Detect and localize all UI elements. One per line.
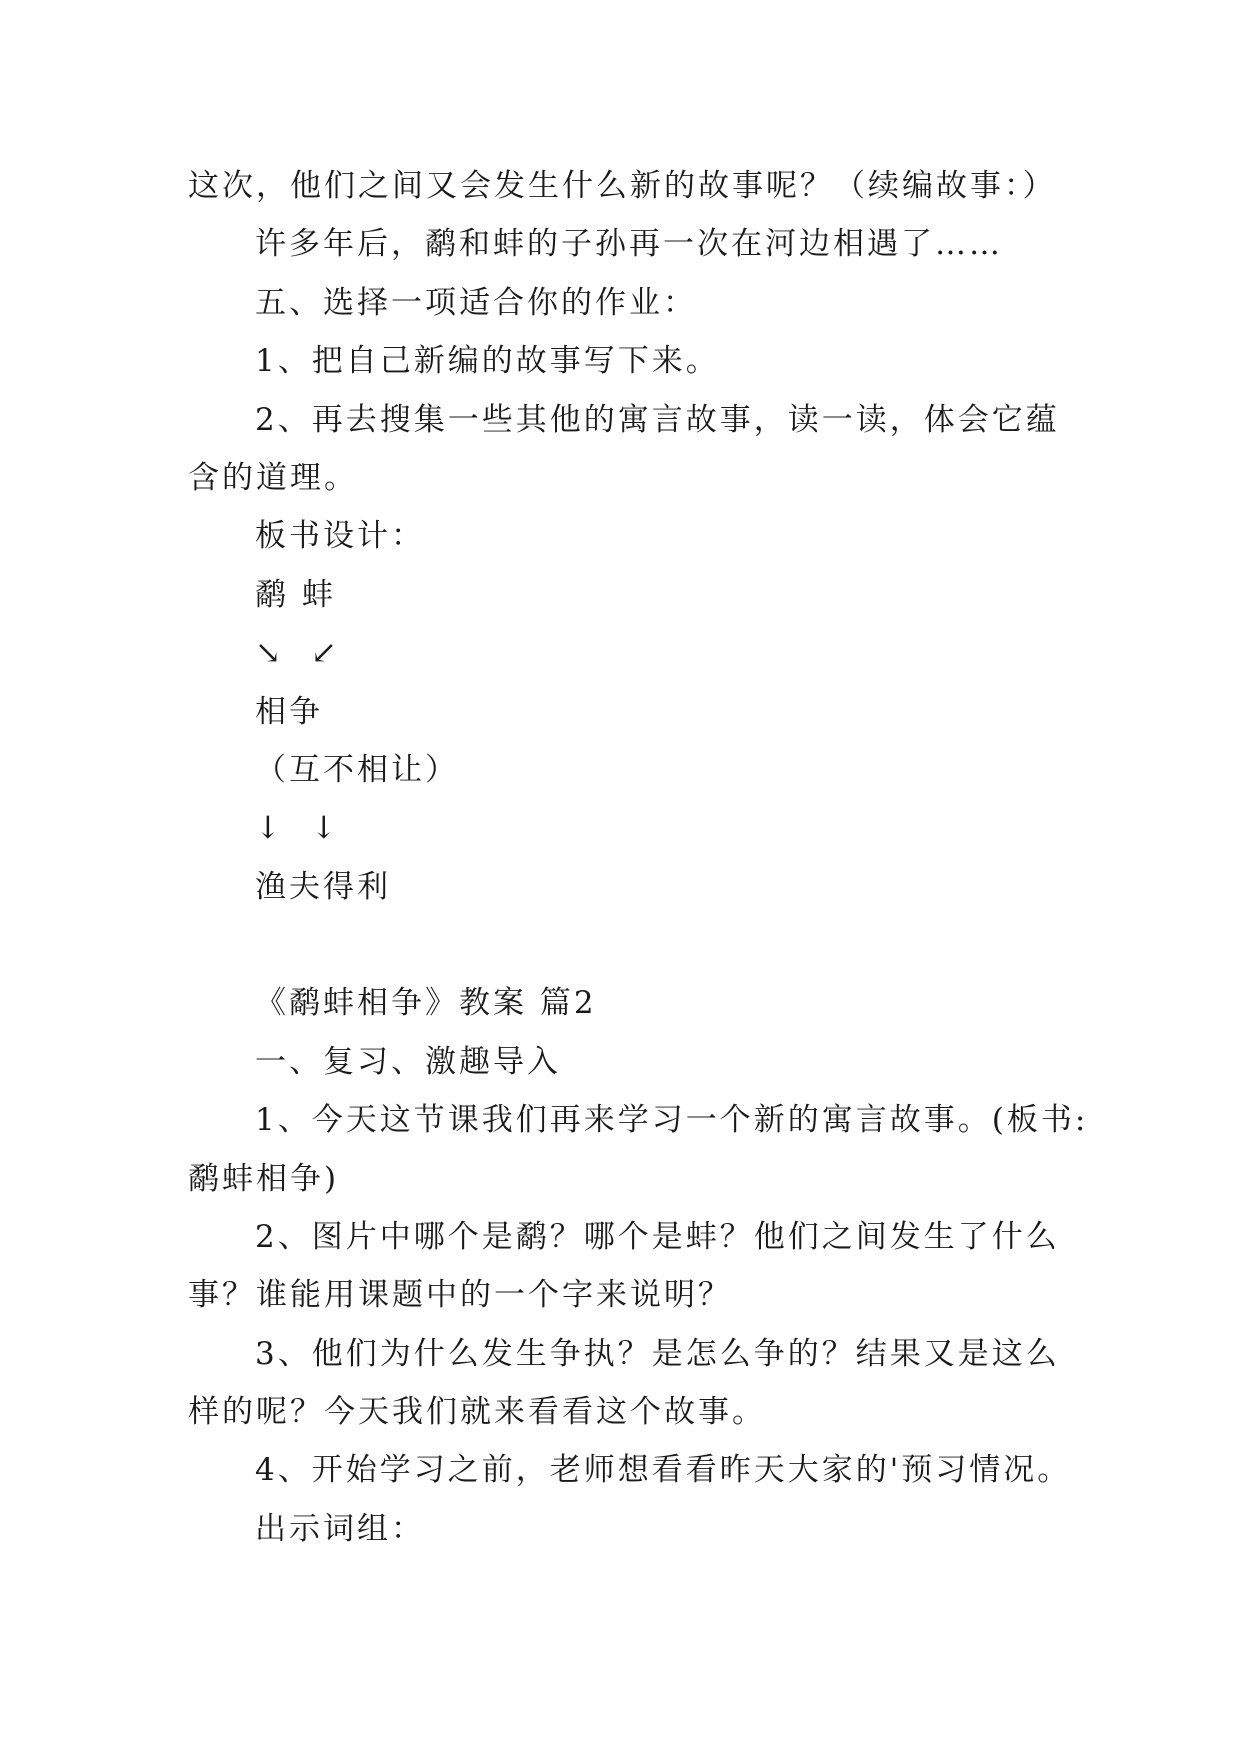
review-item-1-continued: 鹬蚌相争) <box>188 1161 340 1197</box>
review-item-4: 4、开始学习之前，老师想看看昨天大家的'预习情况。 <box>255 1452 1072 1488</box>
homework-item-2: 2、再去搜集一些其他的寓言故事，读一读，体会它蕴 <box>255 402 1060 438</box>
board-design-line: 相争 <box>255 694 323 730</box>
board-design-arrows-down: ↓ ↓ <box>255 810 347 846</box>
board-design-line: 鹬 蚌 <box>255 577 336 613</box>
paragraph-continuation-question: 这次，他们之间又会发生什么新的故事呢？（续编故事：） <box>188 168 1057 204</box>
review-item-2: 2、图片中哪个是鹬？哪个是蚌？他们之间发生了什么 <box>255 1219 1060 1255</box>
homework-item-1: 1、把自己新编的故事写下来。 <box>255 343 720 379</box>
review-item-2-continued: 事？谁能用课题中的一个字来说明？ <box>188 1277 732 1313</box>
board-design-arrows-converge: ↘ ↙ <box>255 635 347 671</box>
review-item-1: 1、今天这节课我们再来学习一个新的寓言故事。(板书: <box>255 1102 1089 1138</box>
review-item-3-continued: 样的呢？今天我们就来看看这个故事。 <box>188 1394 766 1430</box>
homework-item-2-continued: 含的道理。 <box>188 460 358 496</box>
board-design-line: 渔夫得利 <box>255 869 391 905</box>
paragraph-story-prompt: 许多年后，鹬和蚌的子孙再一次在河边相遇了…… <box>255 226 1003 262</box>
word-group-heading: 出示词组： <box>255 1511 425 1547</box>
review-item-3: 3、他们为什么发生争执？是怎么争的？结果又是这么 <box>255 1336 1060 1372</box>
board-design-heading: 板书设计： <box>255 518 425 554</box>
board-design-line: （互不相让） <box>255 752 459 788</box>
lesson-plan-title: 《鹬蚌相争》教案 篇2 <box>255 985 597 1021</box>
section-heading-homework: 五、选择一项适合你的作业： <box>255 285 697 321</box>
section-heading-review: 一、复习、激趣导入 <box>255 1044 561 1080</box>
